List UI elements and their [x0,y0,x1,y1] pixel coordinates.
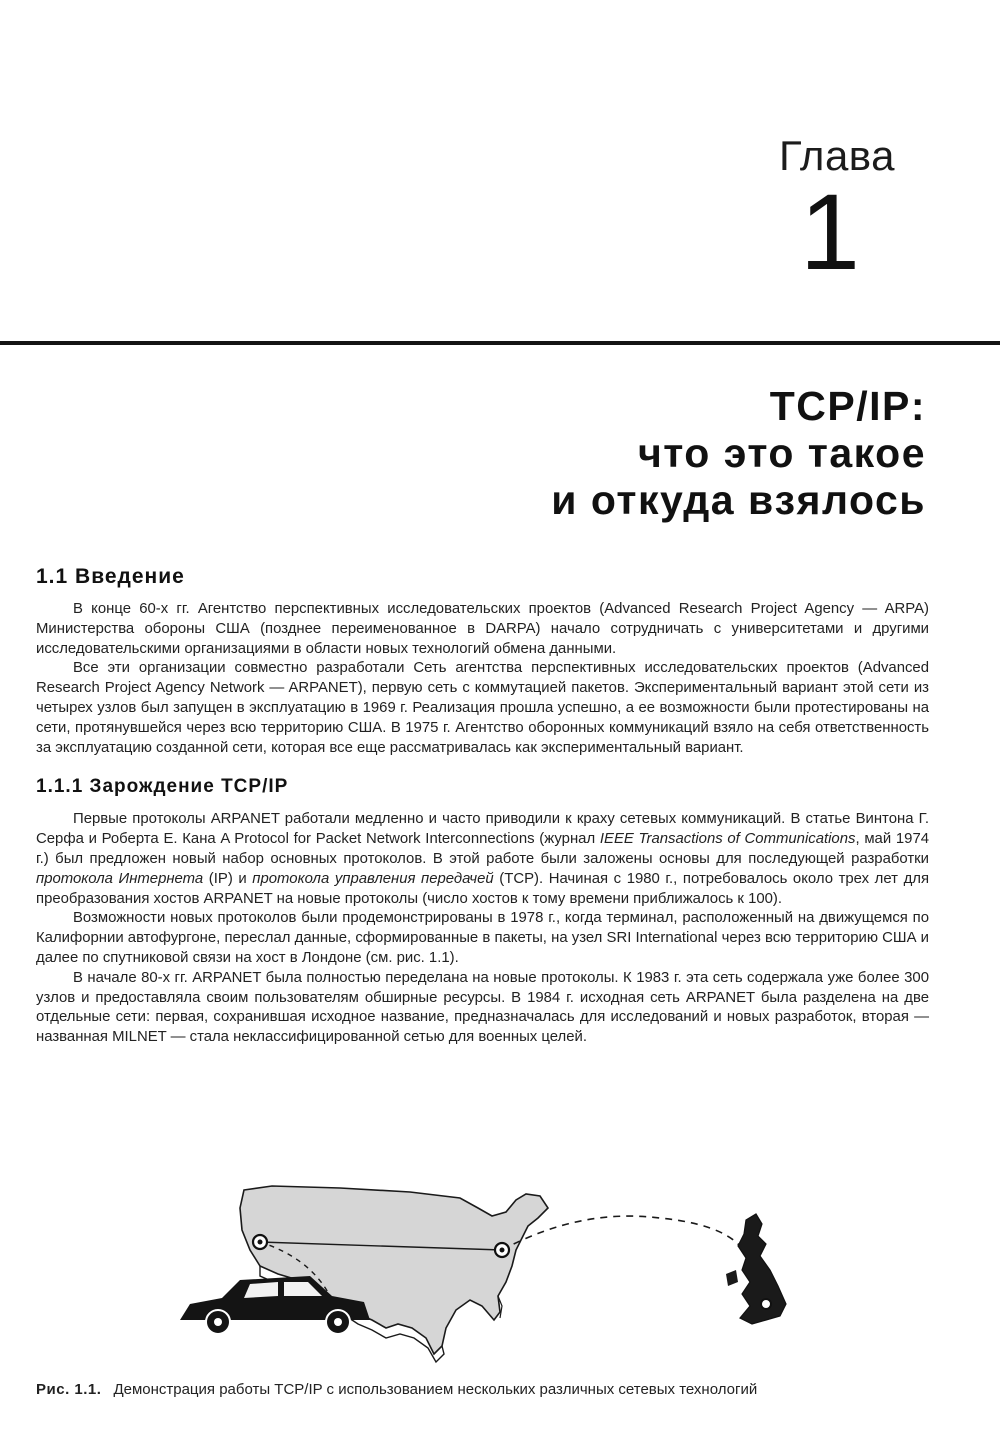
usa-map [240,1186,548,1362]
paragraph [36,969,929,1048]
paragraph [36,810,929,909]
chapter-title [551,383,926,524]
network-illustration [160,1178,920,1373]
chapter-title-line: что это такое [637,430,926,476]
paragraph [36,909,929,968]
paragraph [36,659,929,758]
chapter-label: Глава [779,132,895,179]
chapter-number: 1 [799,171,860,292]
great-britain-map [726,1214,786,1324]
text-run: В конце 60-х гг. Агентство перспективных исследовательских проектов (Advanced Research Project Agency — ARPA) Министерства обороны США (позднее переименованное в DARPA) начало сотрудничать с университетами и другими исследовательскими организациями в области новых технологий обмена данными. [36,601,929,657]
figure-caption [36,1380,936,1400]
text-run: Возможности новых протоколов были продемонстрированы в 1978 г., когда терминал, расположенный на движущемся по Калифорнии автофургоне, переслал данные, сформированные в пакеты, на узел SRI International через всю территорию США и далее по спутниковой связи на хост в Лондоне (см. рис. 1.1). [36,910,929,966]
text-run: Все эти организации совместно разработали Сеть агентства перспективных исследовательских проектов (Advanced Research Project Agency Network — ARPANET), первую сеть с коммутацией пакетов. Экспериментальный вариант этой сети из четырех узлов был запущен в эксплуатацию в 1969 г. Реализация прошла успешно, а ее возможности были протестированы на сети, протянувшейся через всю территорию США. В 1975 г. Агентство оборонных коммуникаций взяло на себя ответственность за эксплуатацию созданной сети, которая все еще рассматривалась как экспериментальный вариант. [36,660,929,756]
caption-label: Рис. 1.1. [36,1381,102,1398]
node-east-coast [495,1243,509,1257]
chapter-body [36,560,929,1048]
figure-illustration [160,1178,920,1373]
chapter-divider [0,341,1000,345]
node-california [253,1235,267,1249]
text-run: , май 1974 г.) был предложен новый набор основных протоколов. В этой работе были заложены основы для последующей разработки [36,831,930,867]
text-run: Первые протоколы ARPANET работали медленно и часто приводили к краху сетевых коммуникаций. В статье Винтона Г. Серфа и Роберта Е. Кана A Protocol for Packet Network Interconnections (журнал [36,811,929,848]
text-run: (IP) и [203,870,253,887]
subsection-heading: 1.1.1 Зарождение TCP/IP [36,776,289,798]
emphasis-text: IEEE Transactions of Communications [599,831,856,848]
caption-text: Демонстрация работы TCP/IP с использованием нескольких различных сетевых технологий [113,1381,758,1398]
emphasis-text: протокола Интернета [36,870,204,887]
emphasis-text: протокола управления передачей [252,870,494,887]
chapter-title-line: TCP/IP: [769,383,926,429]
satellite-link [502,1216,740,1250]
text-run: (TCP). Начиная с 1980 г., потребовалось около трех лет для преобразования хостов ARPANET на новые протоколы (число хостов к тому времени приближалось к 100). [36,870,930,907]
text-run: В начале 80-х гг. ARPANET была полностью переделана на новые протоколы. К 1983 г. эта сеть содержала уже более 300 узлов и предоставляла своим пользователям обширные ресурсы. В 1984 г. исходная сеть ARPANET была разделена на две отдельные сети: первая, сохранившая исходное название, предназначалась для исследований и новых разработок, вторая — названная MILNET — стала неклассифицированной сетью для военных целей. [36,969,929,1046]
chapter-title-line: и откуда взялось [551,477,926,523]
section-heading: 1.1 Введение [36,565,185,588]
paragraph [36,600,929,659]
